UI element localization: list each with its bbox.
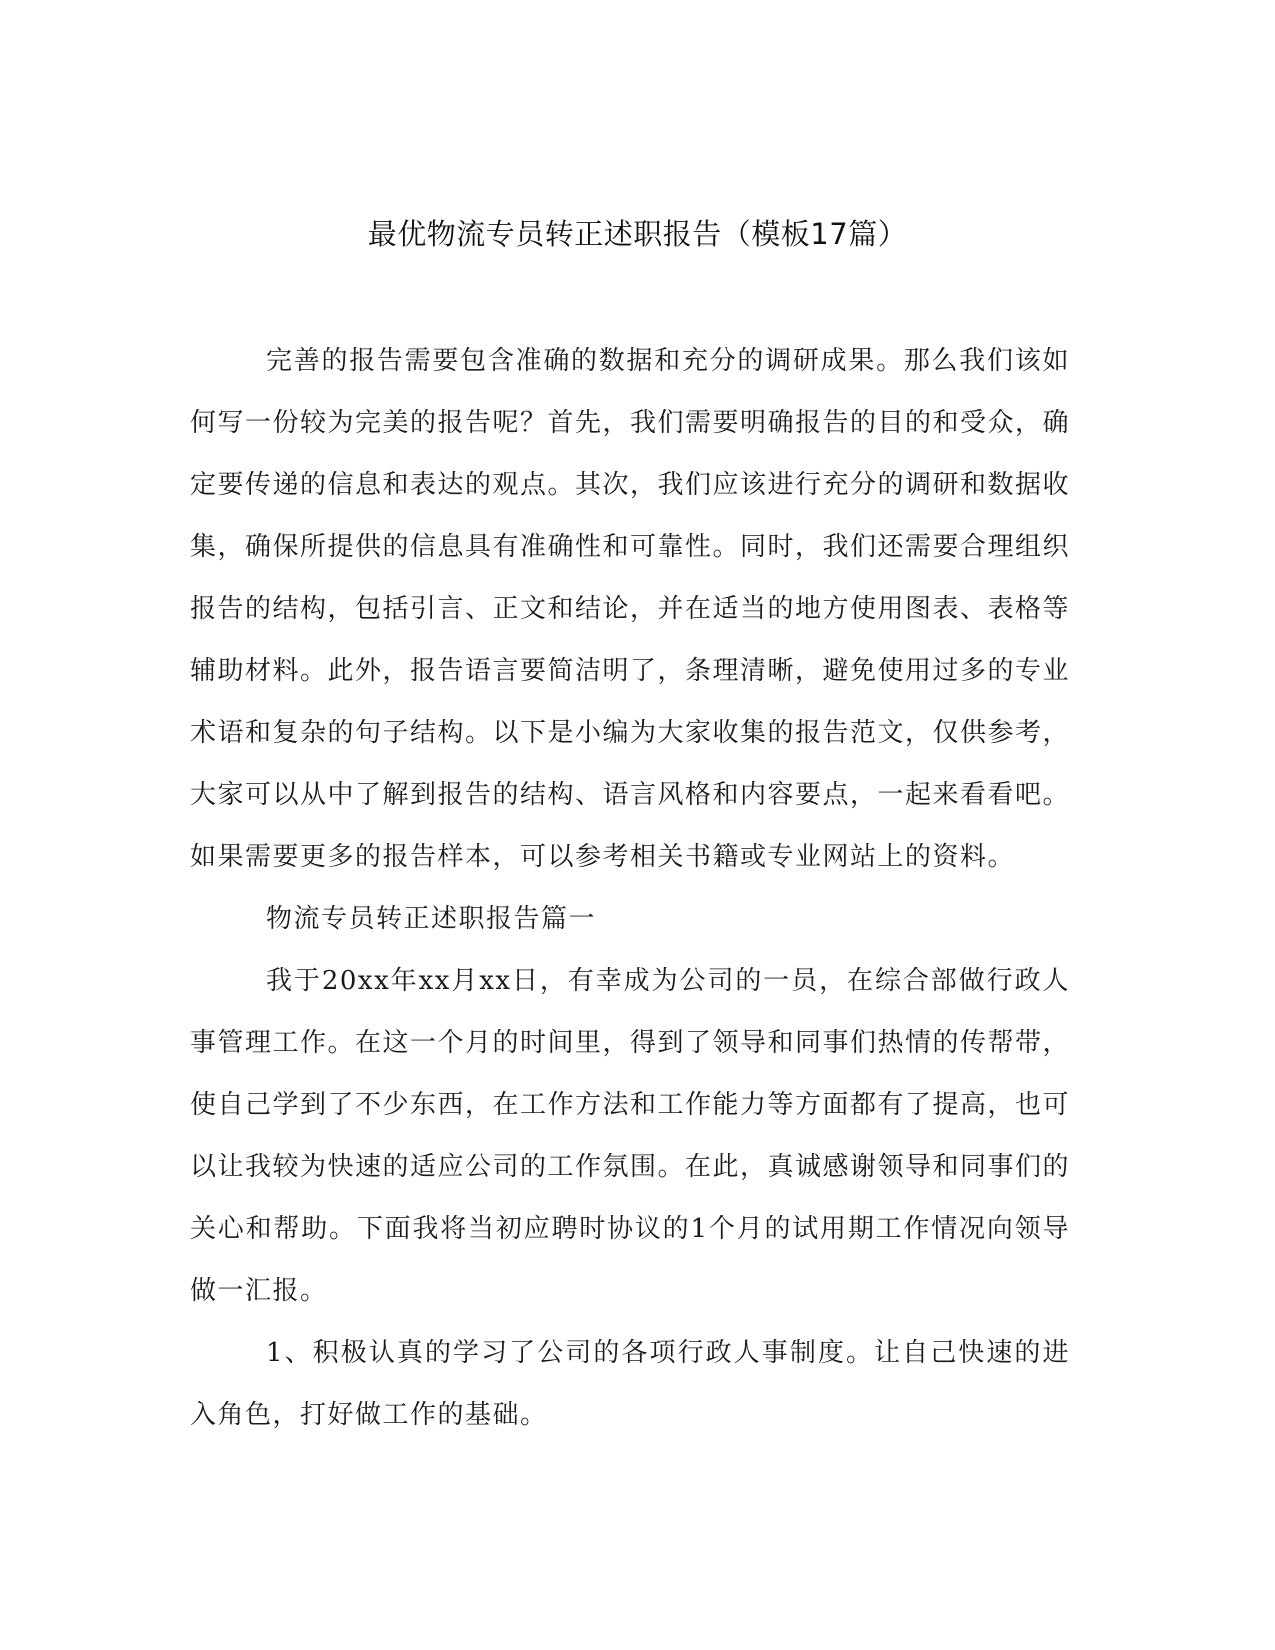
- intro-paragraph: 完善的报告需要包含准确的数据和充分的调研成果。那么我们该如何写一份较为完美的报告呢？首先，我们需要明确报告的目的和受众，确定要传递的信息和表达的观点。其次，我们应该进行充分的调研和数据收集，确保所提供的信息具有准确性和可靠性。同时，我们还需要合理组织报告的结构，包括引言、正文和结论，并在适当的地方使用图表、表格等辅助材料。此外，报告语言要简洁明了，条理清晰，避免使用过多的专业术语和复杂的句子结构。以下是小编为大家收集的报告范文，仅供参考，大家可以从中了解到报告的结构、语言风格和内容要点，一起来看看吧。如果需要更多的报告样本，可以参考相关书籍或专业网站上的资料。: [190, 346, 1071, 872]
- section-heading: 物流专员转正述职报告篇一: [266, 904, 597, 934]
- list-item-paragraph: 1、积极认真的学习了公司的各项行政人事制度。让自己快速的进入角色，打好做工作的基础。: [190, 1338, 1070, 1430]
- body-paragraph: 我于20xx年xx月xx日，有幸成为公司的一员，在综合部做行政人事管理工作。在这一个月的时间里，得到了领导和同事们热情的传帮带，使自己学到了不少东西，在工作方法和工作能力等方面都有了提高，也可以让我较为快速的适应公司的工作氛围。在此，真诚感谢领导和同事们的关心和帮助。下面我将当初应聘时协议的1个月的试用期工作情况向领导做一汇报。: [190, 966, 1071, 1306]
- document-body: [190, 330, 1070, 1446]
- document-title: 最优物流专员转正述职报告（模板17篇）: [367, 217, 908, 251]
